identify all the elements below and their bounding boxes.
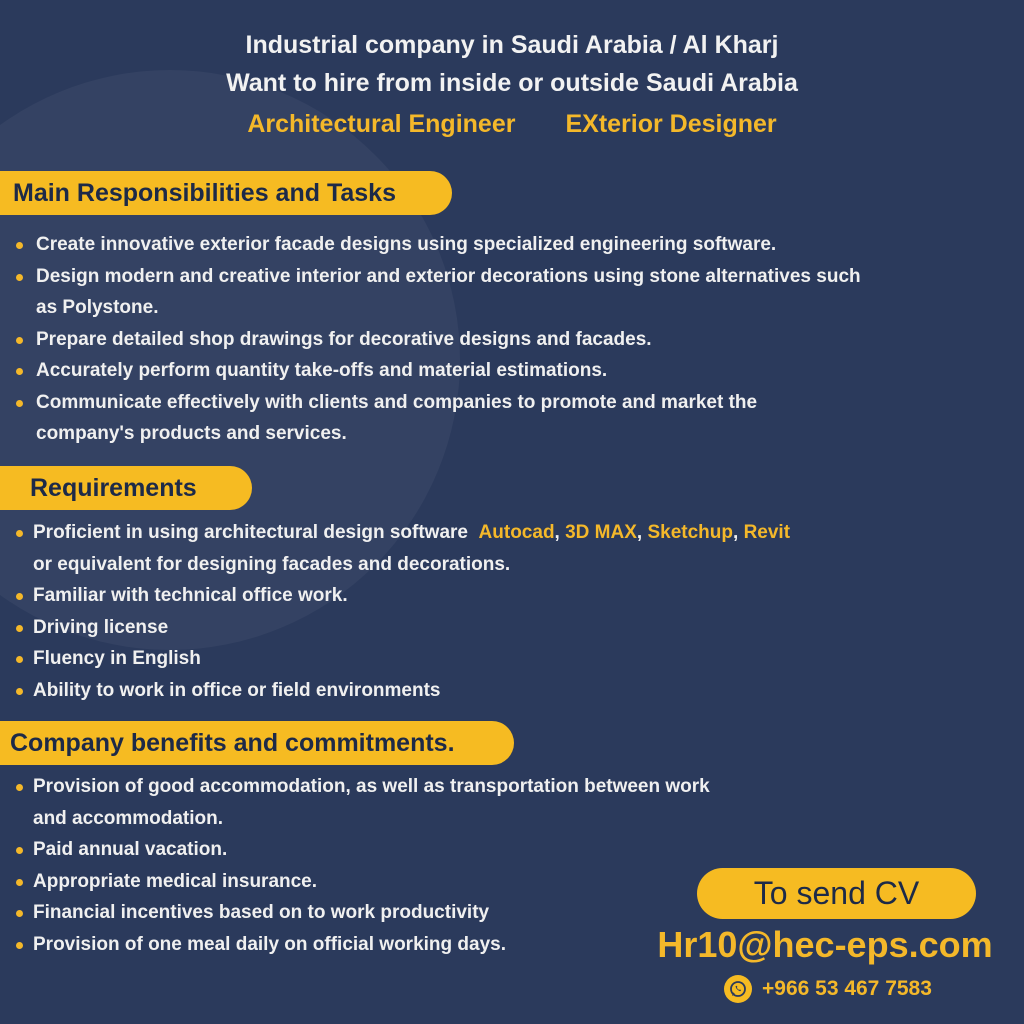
list-item: Communicate effectively with clients and companies to promote and market the company's products and services.: [16, 387, 826, 450]
software-autocad: Autocad: [478, 522, 555, 543]
list-item: Accurately perform quantity take-offs and material estimations.: [16, 355, 896, 387]
list-item: Create innovative exterior facade designs using specialized engineering software.: [16, 229, 896, 261]
send-cv-label: To send CV: [697, 868, 976, 919]
software-sketchup: Sketchup: [647, 522, 733, 543]
phone-row[interactable]: [724, 975, 932, 1003]
software-outro: or equivalent for designing facades and decorations.: [33, 553, 511, 575]
benefits-banner: Company benefits and commitments.: [0, 721, 514, 765]
software-3dmax: 3D MAX: [565, 522, 637, 543]
company-line: Industrial company in Saudi Arabia / Al Kharj: [245, 31, 779, 59]
requirements-banner: Requirements: [0, 466, 252, 510]
position-exterior-designer: EXterior Designer: [565, 110, 777, 138]
list-item: Ability to work in office or field environments: [16, 675, 896, 707]
list-item: Financial incentives based on to work productivity: [16, 897, 716, 929]
responsibilities-list: [16, 229, 896, 450]
list-item: Paid annual vacation.: [16, 834, 716, 866]
list-item: Provision of one meal daily on official working days.: [16, 929, 716, 961]
list-item: Appropriate medical insurance.: [16, 866, 716, 898]
list-item: Prepare detailed shop drawings for decorative designs and facades.: [16, 324, 896, 356]
list-item: Design modern and creative interior and exterior decorations using stone alternatives such as Polystone.: [16, 261, 876, 324]
header: [0, 26, 1024, 144]
list-item: Fluency in English: [16, 643, 896, 675]
phone-number: +966 53 467 7583: [762, 977, 932, 1000]
position-architectural-engineer: Architectural Engineer: [247, 110, 516, 138]
software-revit: Revit: [743, 522, 791, 543]
whatsapp-icon: [724, 975, 752, 1003]
list-item: Driving license: [16, 612, 896, 644]
benefits-list: [16, 771, 716, 960]
email-link[interactable]: Hr10@hec-eps.com: [657, 924, 993, 965]
list-item: Provision of good accommodation, as well as transportation between work and accommodation.: [16, 771, 716, 834]
list-item: Familiar with technical office work.: [16, 580, 896, 612]
list-item-software: Proficient in using architectural design software Autocad, 3D MAX, Sketchup, Revit or equivalent for designing facades and decorations.: [16, 517, 896, 580]
positions: [0, 104, 1024, 144]
requirements-list: [16, 517, 896, 706]
software-intro: Proficient in using architectural design software: [33, 522, 468, 543]
responsibilities-banner: Main Responsibilities and Tasks: [0, 171, 452, 215]
hire-line: Want to hire from inside or outside Saudi Arabia: [226, 69, 798, 97]
